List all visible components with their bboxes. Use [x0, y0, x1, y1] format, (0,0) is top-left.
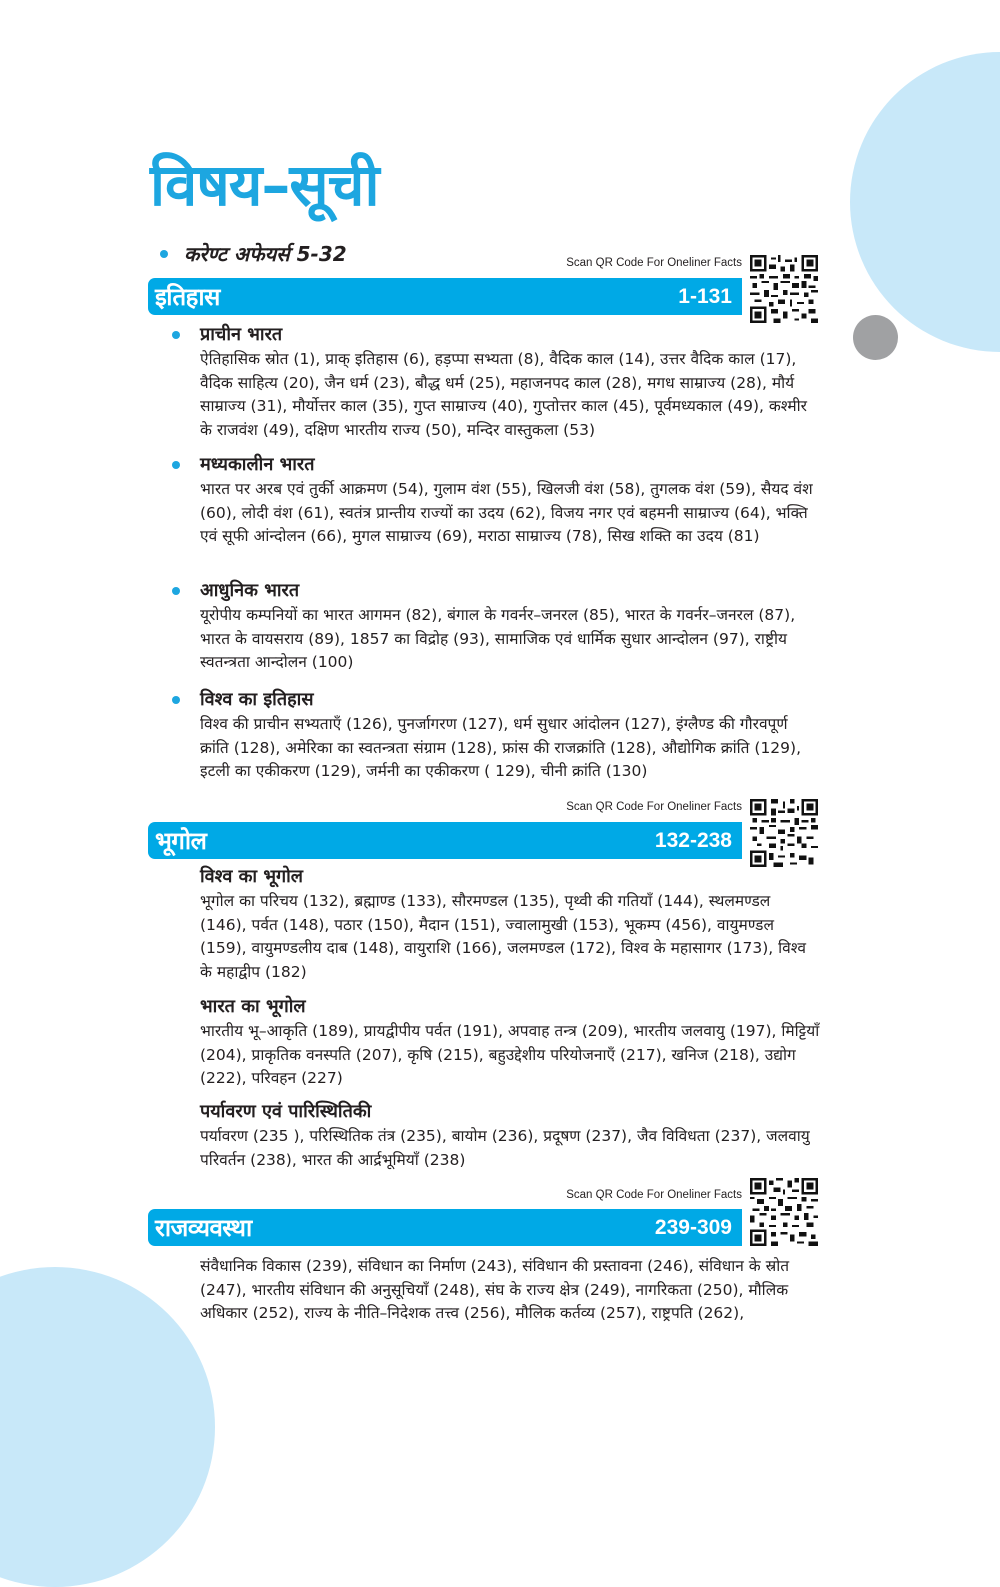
subsection-heading: मध्यकालीन भारत [200, 454, 315, 475]
subsection-topics: विश्व की प्राचीन सभ्यताएँ (126), पुनर्जागरण (127), धर्म सुधार आंदोलन (127), इंग्लैण्ड की गौरवपूर्ण क्रांति (128), अमेरिका का स्वतन्त्रता संग्राम (128), फ्रांस की राजक्रांति (128), औद्योगिक क्रांति (129), इटली का एकीकरण (129), जर्मनी का एकीकरण ( 129), चीनी क्रांति (130) [200, 715, 802, 780]
subsection-heading: विश्व का इतिहास [200, 689, 314, 710]
subsection-entry [200, 1255, 820, 1326]
section-banner[interactable] [148, 278, 742, 315]
subsection-topics: संवैधानिक विकास (239), संविधान का निर्माण (243), संविधान की प्रस्तावना (246), संविधान के स्रोत (247), भारतीय संविधान की अनुसूचियाँ (248), संघ के राज्य क्षेत्र (249), नागरिकता (250), मौलिक अधिकार (252), राज्य के नीति–निदेशक तत्त्व (256), मौलिक कर्तव्य (257), राष्ट्रपति (262), [200, 1257, 790, 1322]
section-title: राजव्यवस्था [155, 1214, 252, 1242]
qr-code-icon[interactable] [750, 799, 818, 867]
subsection-entry [200, 452, 820, 549]
subsection-topics: पर्यावरण (235 ), परिस्थितिक तंत्र (235), बायोम (236), प्रदूषण (237), जैव विविधता (237), जलवायु परिवर्तन (238), भारत की आर्द्रभूमियाँ (238) [200, 1127, 810, 1169]
subsection-entry [200, 994, 820, 1091]
section-banner[interactable] [148, 822, 742, 859]
section-history [148, 252, 820, 792]
section-page-range: 132-238 [654, 828, 732, 852]
qr-caption: Scan QR Code For Oneliner Facts [566, 1189, 742, 1201]
subsection-heading: प्राचीन भारत [200, 324, 283, 345]
subsection-heading: पर्यावरण एवं पारिस्थितिकी [200, 1101, 372, 1122]
subsection-entry [200, 1099, 820, 1172]
subsection-heading: आधुनिक भारत [200, 580, 300, 601]
current-affairs-label: करेण्ट अफेयर्स 5-32 [184, 242, 347, 266]
section-title: भूगोल [155, 827, 207, 855]
subsection-topics: भारतीय भू–आकृति (189), प्रायद्वीपीय पर्वत (191), अपवाह तन्त्र (209), भारतीय जलवायु (197), मिट्टियाँ (204), प्राकृतिक वनस्पति (207), कृषि (215), बहुउद्देशीय परियोजनाएँ (217), खनिज (218), उद्योग (222), परिवहन (227) [200, 1022, 820, 1087]
section-page-range: 239-309 [654, 1215, 732, 1239]
section-banner[interactable] [148, 1209, 742, 1246]
bullet-icon [172, 587, 180, 595]
section-polity [148, 1178, 820, 1348]
qr-code-icon[interactable] [750, 255, 818, 323]
section-page-range: 1-131 [678, 284, 732, 308]
section-geography [148, 796, 820, 1176]
subsection-topics: यूरोपीय कम्पनियों का भारत आगमन (82), बंगाल के गवर्नर–जनरल (85), भारत के गवर्नर–जनरल (87), भारत के वायसराय (89), 1857 का विद्रोह (93), सामाजिक एवं धार्मिक सुधार आन्दोलन (97), राष्ट्रीय स्वतन्त्रता आन्दोलन (100) [200, 606, 796, 671]
bullet-icon [172, 461, 180, 469]
subsection-topics: ऐतिहासिक स्रोत (1), प्राक् इतिहास (6), हड़प्पा सभ्यता (8), वैदिक काल (14), उत्तर वैदिक काल (17), वैदिक साहित्य (20), जैन धर्म (23), बौद्ध धर्म (25), महाजनपद काल (28), मगध साम्राज्य (28), मौर्य साम्राज्य (31), मौर्योत्तर काल (35), गुप्त साम्राज्य (40), गुप्तोत्तर काल (45), पूर्वमध्यकाल (49), कश्मीर के राजवंश (49), दक्षिण भारतीय राज्य (50), मन्दिर वास्तुकला (53) [200, 350, 808, 439]
decorative-dot-gray [853, 315, 898, 360]
subsection-entry [200, 322, 820, 442]
subsection-topics: भूगोल का परिचय (132), ब्रह्माण्ड (133), सौरमण्डल (135), पृथ्वी की गतियाँ (144), स्थलमण्डल (146), पर्वत (148), पठार (150), मैदान (151), ज्वालामुखी (153), भूकम्प (456), वायुमण्डल (159), वायुमण्डलीय दाब (148), वायुराशि (166), जलमण्डल (172), विश्व के महासागर (173), विश्व के महाद्वीप (182) [200, 892, 806, 981]
section-title: इतिहास [155, 283, 220, 311]
bullet-icon [172, 696, 180, 704]
qr-code-icon[interactable] [750, 1178, 818, 1246]
subsection-entry [200, 687, 820, 784]
bullet-icon [172, 331, 180, 339]
page-title: विषय–सूची [150, 151, 379, 219]
subsection-heading: विश्व का भूगोल [200, 866, 304, 887]
subsection-entry [200, 864, 820, 984]
qr-caption: Scan QR Code For Oneliner Facts [566, 801, 742, 813]
subsection-topics: भारत पर अरब एवं तुर्की आक्रमण (54), गुलाम वंश (55), खिलजी वंश (58), तुगलक वंश (59), सैयद वंश (60), लोदी वंश (61), स्वतंत्र प्रान्तीय राज्यों का उदय (62), विजय नगर एवं बहमनी साम्राज्य (64), भक्ति एवं सूफी आंन्दोलन (66), मुगल साम्राज्य (69), मराठा साम्राज्य (78), सिख शक्ति का उदय (81) [200, 480, 813, 545]
decorative-circle-top-right [850, 52, 1000, 352]
subsection-heading: भारत का भूगोल [200, 996, 306, 1017]
qr-caption: Scan QR Code For Oneliner Facts [566, 257, 742, 269]
subsection-entry [200, 578, 820, 675]
